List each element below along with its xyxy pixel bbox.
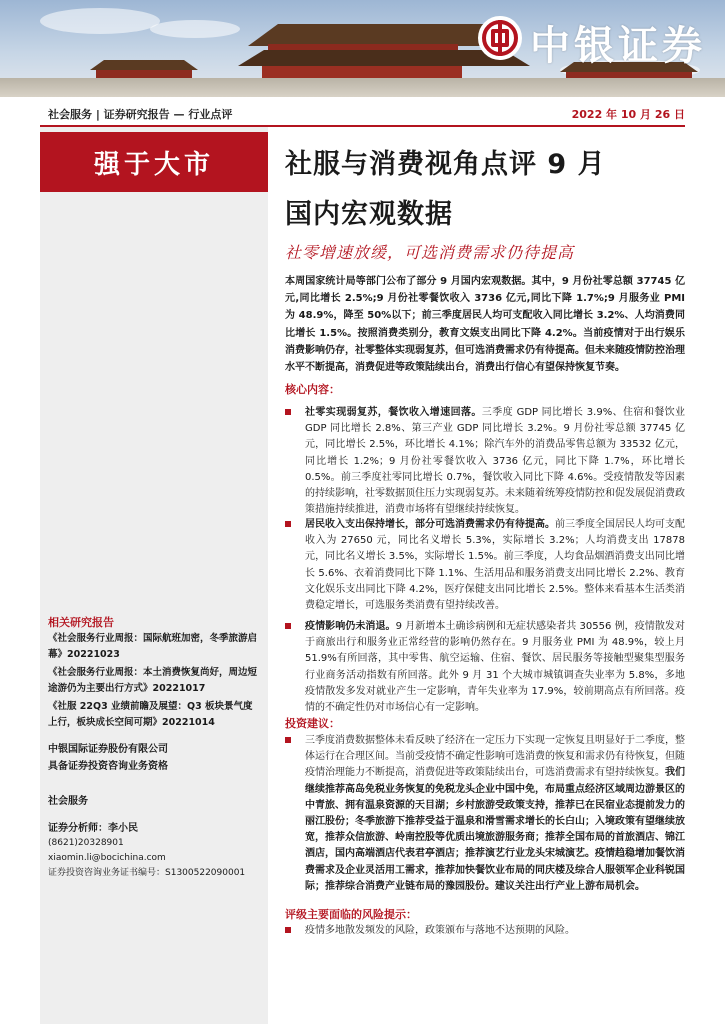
core-bullet bbox=[285, 619, 685, 714]
bullet-lead: 居民收入支出保持增长，部分可选消费需求仍有待提高。 bbox=[305, 519, 555, 530]
bullet-text bbox=[305, 619, 685, 716]
report-title bbox=[285, 142, 685, 238]
analyst-name: 李小民 bbox=[108, 823, 138, 834]
related-report-link[interactable]: 《社会服务行业周报：本土消费恢复尚好，周边短途游仍为主要出行方式》20221017 bbox=[48, 667, 258, 694]
cloud-decoration bbox=[150, 20, 240, 38]
bullet-text bbox=[305, 517, 685, 614]
report-date: 2022 年 10 月 26 日 bbox=[571, 108, 685, 121]
analyst-line bbox=[48, 820, 138, 837]
analyst-license: 证券投资咨询业务证书编号：S1300522090001 bbox=[48, 868, 246, 878]
risk-heading: 评级主要面临的风险提示： bbox=[285, 908, 417, 921]
company-qualification: 具备证券投资咨询业务资格 bbox=[48, 761, 168, 772]
investment-advice-heading: 投资建议： bbox=[285, 717, 340, 730]
report-category: 社会服务 | 证券研究报告 — 行业点评 bbox=[48, 108, 233, 121]
bullet-lead: 社零实现弱复苏，餐饮收入增速回落。 bbox=[305, 407, 482, 418]
bullet-square-icon bbox=[285, 927, 291, 933]
investment-bullet bbox=[285, 733, 685, 892]
logo-text: 中银证券 bbox=[530, 23, 706, 69]
palace-body-image bbox=[262, 66, 462, 78]
bullet-square-icon bbox=[285, 623, 291, 629]
report-abstract: 本周国家统计局等部门公布了部分 9 月国内宏观数据。其中，9 月份社零总额 37745 亿元,同比增长 2.5%;9 月份社零餐饮收入 3736 亿元,同比下降 1.7%;9 月服务业 PMI 为 48.9%，降至 50%以下；前三季度居民人均可支配收入同比增长 3.2%、人均消费同比增长 1.5%。按照消费类别分，教育文娱支出同比下降 4.2%。当前疫情对于出行娱乐消费影响仍存，社零整体实现弱复苏，但可选消费需求仍有待提高。但未来随疫情防控治理水平不断提高，消费促进等政策陆续出台，消费出行信心有望保持恢复节奏。 bbox=[285, 276, 685, 374]
palace-terrace-image bbox=[0, 78, 725, 97]
bullet-lead: 疫情影响仍未消退。 bbox=[305, 621, 396, 632]
report-title-line: 社服与消费视角点评 9 月 bbox=[285, 149, 606, 180]
investment-body: 三季度消费数据整体未看反映了经济在一定压力下实现一定恢复且明显好于二季度，整体运行在合理区间。当前受疫情不确定性影响可选消费的恢复和需求仍有待恢复，但随疫情治理能力不断提高，消费促进等政策陆续出台，可选消费需求有望持续恢复。 bbox=[305, 735, 685, 779]
side-hall-image bbox=[96, 70, 192, 78]
bullet-body: 9 月新增本土确诊病例和无症状感染者共 30556 例，疫情散发对于商旅出行和服务业正常经营的影响仍然存在。9 月服务业 PMI 为 48.9%，较上月 51.9%有所回落，其中零售、航空运输、住宿、餐饮、居民服务等接触型聚集型服务行业商务活动指数有所回落。此外 9 月 31 个大城市城镇调查失业率为 5.8%，多地疫情散发多发对就业产生一定影响，青年失业率为 17.9%，较前期高点有所回落。疫情的不确定性仍对市场信心有一定影响。 bbox=[305, 621, 685, 714]
left-sidebar bbox=[40, 127, 268, 1024]
risk-text: 疫情多地散发频发的风险，政策颁布与落地不达预期的风险。 bbox=[305, 925, 575, 936]
related-report-link[interactable]: 《社会服务行业周报：国际航班加密，冬季旅游启幕》20221023 bbox=[48, 633, 258, 660]
cloud-decoration bbox=[40, 8, 160, 34]
risk-bullet bbox=[285, 923, 685, 943]
related-reports-title: 相关研究报告 bbox=[48, 616, 114, 629]
bullet-body: 前三季度全国居民人均可支配收入为 27650 元，同比名义增长 5.3%，实际增长 3.2%；人均消费支出 17878 元，同比名义增长 3.5%，实际增长 1.5%。前三季度，人均食品烟酒消费支出同比增长 5.6%、衣着消费同比下降 1.1%、生活用品和服务消费支出同比增长 2.2%、教育文化娱乐支出同比下降 4.2%，医疗保健支出同比增长 2.5%。整体来看基本生活类消费稳定增长，可选服务类消费有望持续改善。 bbox=[305, 519, 685, 612]
investment-text bbox=[305, 733, 685, 895]
report-subtitle: 社零增速放缓，可选消费需求仍待提高 bbox=[285, 243, 575, 262]
analyst-phone: (8621)20328901 bbox=[48, 838, 124, 848]
core-bullet bbox=[285, 517, 685, 613]
company-name: 中银国际证券股份有限公司 bbox=[48, 744, 168, 755]
bullet-square-icon bbox=[285, 521, 291, 527]
related-report-link[interactable]: 《社服 22Q3 业绩前瞻及展望：Q3 板块景气度上行，板块成长空间可期》20221014 bbox=[48, 701, 253, 728]
bullet-text bbox=[305, 405, 685, 518]
sector-label: 社会服务 bbox=[48, 796, 88, 807]
analyst-email[interactable]: xiaomin.li@bocichina.com bbox=[48, 853, 166, 863]
bullet-square-icon bbox=[285, 409, 291, 415]
report-title-line: 国内宏观数据 bbox=[285, 199, 453, 230]
boc-logo-icon bbox=[478, 16, 522, 60]
side-hall-image bbox=[90, 60, 198, 70]
core-content-heading: 核心内容： bbox=[285, 383, 340, 396]
industry-rating-badge: 强于大市 bbox=[40, 132, 268, 192]
core-bullet bbox=[285, 405, 685, 515]
bullet-body: 三季度 GDP 同比增长 3.9%、住宿和餐饮业 GDP 同比增长 2.8%、第三产业 GDP 同比增长 3.2%。9 月份社零总额 37745 亿元，同比增长 2.5%，环比增长 4.1%；除汽车外的消费品零售总额为 33532 亿元，同比增长 1.2%；9 月份社零餐饮收入 3736 亿元，同比下降 1.7%，环比增长 0.5%。前三季度社零同比增长 0.7%，餐饮收入同比下降 4.6%。受疫情散发等因素的持续影响，社零数据顶住压力实现弱复苏。未来随着统筹疫情防控和促发展促消费政策措施持续推进，消费市场将有望继续持续恢复。 bbox=[305, 407, 686, 516]
analyst-label: 证券分析师： bbox=[48, 823, 108, 834]
bullet-square-icon bbox=[285, 737, 291, 743]
investment-recommendation: 我们继续推荐高岛免税业务恢复的免税龙头企业中国中免，布局重点经济区域周边游景区的中青旅、拥有温泉资源的天目湖；乡村旅游受政策支持，推荐已在民宿业态提前发力的丽江股份；冬季旅游下推荐受益于温泉和滑雪需求增长的长白山；入境政策有望继续放宽，推荐众信旅游、岭南控股等优质出境旅游服务商；推荐全国布局的首旅酒店、锦江酒店，国内高端酒店代表君亭酒店；推荐演艺行业龙头宋城演艺。疫情趋稳增加餐饮消费需求及企业灵活用工需求，推荐加快餐饮业布局的同庆楼及综合人服领军企业科锐国际；推荐综合消费产业链布局的豫园股份。建议关注出行产业上游布局机会。 bbox=[305, 767, 685, 892]
